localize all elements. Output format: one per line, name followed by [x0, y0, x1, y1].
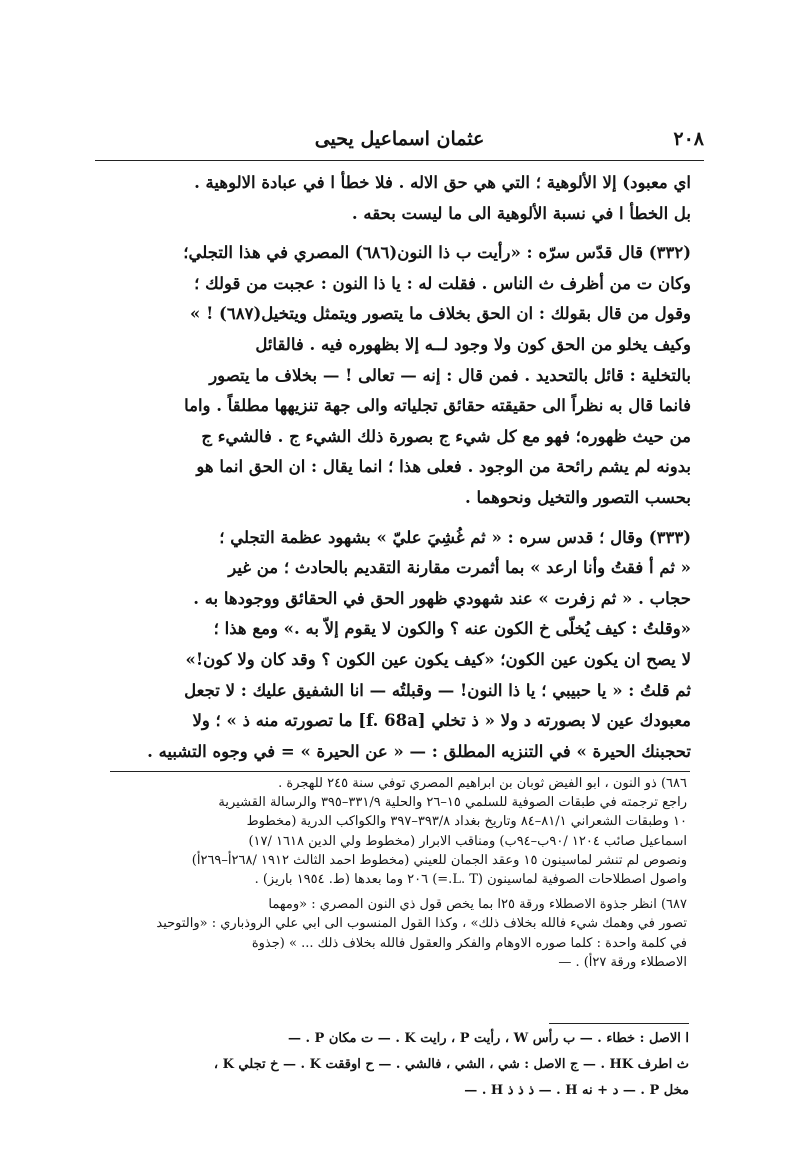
text-line: تحجبنك الحيرة » في التنزيه المطلق : — « عن الحيرة » = في وجوه التشبيه . [147, 741, 691, 761]
text-line: بل الخطأ ا في نسبة الألوهية الى ما ليست بحقه . [351, 203, 691, 223]
footnote-line: الاصطلاء ورقة ٢٧أ) . — [558, 954, 687, 970]
text-line: (٣٣٢) قال قدّس سرّه : «رأيت ب ذا النون(٦٨٦) المصري في هذا التجلي؛ [183, 243, 691, 263]
text-line: ثم قلتُ : « يا حبيبي ؛ يا ذا النون! — وقبلتُه — انا الشفيق عليك : لا تجعل [184, 680, 691, 700]
text-line: (٣٣٣) وقال ؛ قدس سره : « ثم غُشِيَ عليّ » بشهود عظمة التجلي ؛ [219, 527, 691, 547]
text-line: اي معبود) إلا الألوهية ؛ التي هي حق الاله . فلا خطأ ا في عبادة الالوهية . [194, 173, 691, 192]
footnote-line: اسماعيل صائب ١٢٠٤ /٩٠ب–٩٤ب) ومناقب الابرار (مخطوط ولي الدين ١٦١٨ /١٧) [248, 833, 687, 849]
text-line: بدونه لم يشم رائحة من الوجود . فعلى هذا ؛ انما يقال : ان الحق انما هو [196, 457, 691, 477]
running-head: عثمان اسماعيل يحيى [314, 128, 485, 150]
footnote-line: واصول اصطلاحات الصوفية لماسينون (L. T.=) ٢٠٦ وما بعدها (ط. ١٩٥٤ باريز) . [254, 872, 687, 888]
text-line: حجاب . « ثم زفرت » عند شهودي ظهور الحق في الحقائق ووجودها به . [193, 588, 691, 608]
header-rule [95, 160, 704, 161]
footnote-line: ونصوص لم تنشر لماسينون ١٥ وعقد الجمان للعيني (مخطوط احمد الثالث ١٩١٢ /٢٦٨أ–٢٦٩أ) [191, 852, 687, 868]
text-line: وكيف يخلو من الحق كون ولا وجود لــه إلا بظهوره فيه . فالقائل [255, 334, 691, 354]
apparatus-rule [549, 1023, 689, 1024]
apparatus-line: ا الاصل : خطاء . — ب رأس W ، رأيت P ، رايت K . — ت مكان P . — [287, 1031, 689, 1046]
main-text [110, 168, 691, 767]
footnote-line: تصور في وهمك شيء فالله بخلاف ذلك» ، وكذا القول المنسوب الى ابي علي الروذباري : «والتوحيد [156, 916, 687, 932]
footnotes [110, 774, 687, 972]
page-header [95, 128, 704, 158]
text-line: معبودك عين لا بصورته د ولا « ذ تخلي [f. 68a] ما تصورته منه ذ » ؛ ولا [192, 711, 691, 731]
text-line: «وقلتُ : كيف يُخلّى خ الكون عنه ؟ والكون لا يقوم إلاّ به .» ومع هذا ؛ [213, 619, 691, 639]
critical-apparatus [120, 1026, 689, 1104]
footnote-line: ٦٨٧) انظر جذوة الاصطلاء ورقة ٢٥ا بما يخص قول ذي النون المصري : «ومهما [268, 897, 687, 913]
footnote-line: راجع ترجمته في طبقات الصوفية للسلمي ١٥–٢٦ والحلية ٣٣١/٩–٣٩٥ والرسالة القشيرية [218, 795, 687, 811]
text-line: فانما قال به نظراً الى حقيقته حقائق تجلياته والى جهة تنزيهها مطلقاً . واما [184, 396, 691, 416]
footnote-line: في كلمة واحدة : كلما صوره الاوهام والفكر والعقول فالله بخلاف ذلك ... » (جذوة [251, 935, 687, 951]
text-line: وقول من قال بقولك : ان الحق بخلاف ما يتصور ويتمثل ويتخيل(٦٨٧) ! » [190, 304, 691, 324]
footnote-line: ١٠ وطبقات الشعراني ٨١/١–٨٤ وتاريخ بغداد ٣٩٣/٨–٣٩٧ والكواكب الدرية (مخطوط [246, 814, 687, 830]
text-line: بحسب التصور والتخيل ونحوهما . [465, 487, 691, 507]
apparatus-line: ث اطرف HK . — ج الاصل : شي ، الشي ، فالشي . — ح اوققت K . — خ تجلي K ، [213, 1057, 689, 1072]
text-line: من حيث ظهوره؛ فهو مع كل شيء ج بصورة ذلك الشيء ج . فالشيء ج [201, 426, 691, 446]
text-line: « ثم أ فقتُ وأنا ارعد » بما أثمرت مقارنة التقديم بالحادث ؛ من غير [228, 558, 691, 578]
footnote-rule [110, 771, 690, 772]
page-number: ٢٠٨ [673, 128, 704, 150]
text-line: وكان ت من أظرف ث الناس . فقلت له : يا ذا النون : عجبت من قولك ؛ [194, 273, 691, 293]
apparatus-line: مخل P . — د + نه H . — ذ ذ ذ H . — [464, 1083, 689, 1098]
text-line: لا يصح ان يكون عين الكون؛ «كيف يكون عين الكون ؟ وقد كان ولا كون!» [185, 649, 691, 669]
text-line: بالتخلية : قائل بالتحديد . فمن قال : إنه — تعالى ! — بخلاف ما يتصور [209, 365, 691, 385]
footnote-line: ٦٨٦) ذو النون ، ابو الفيض ثوبان بن ابراهيم المصري توفي سنة ٢٤٥ للهجرة . [278, 776, 687, 791]
